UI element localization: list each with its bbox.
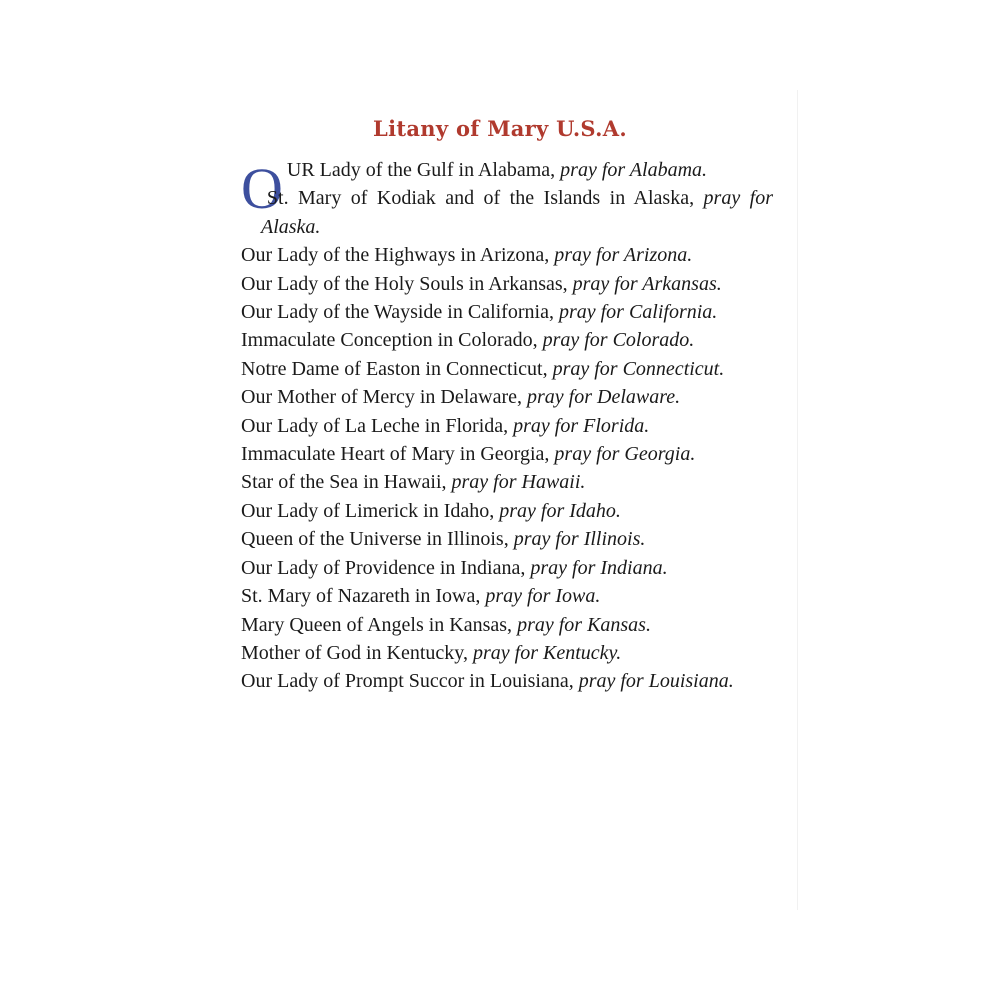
- list-item: [241, 667, 773, 695]
- entry-petition: pray for Idaho.: [499, 499, 621, 522]
- page-title: Litany of Mary U.S.A.: [373, 116, 627, 141]
- entry-text: Immaculate Heart of Mary in Georgia,: [241, 443, 555, 466]
- entry-text: Mother of God in Kentucky,: [241, 641, 473, 664]
- entry-petition: pray for California.: [558, 301, 718, 324]
- entry-text: St. Mary of Kodiak and of the Islands in Alaska,: [266, 187, 704, 210]
- entry-text: Our Lady of the Holy Souls in Arkansas,: [241, 272, 573, 295]
- entry-petition: pray for Arkansas.: [572, 272, 722, 295]
- entry-text: Our Lady of Limerick in Idaho,: [241, 499, 500, 522]
- entry-petition: pray for Georgia.: [554, 443, 696, 466]
- litany-list: [241, 156, 773, 696]
- entry-text: St. Mary of Nazareth in Iowa,: [241, 585, 486, 608]
- entry-text: Our Lady of La Leche in Florida,: [241, 414, 514, 437]
- entry-petition: pray for Delaware.: [527, 386, 681, 409]
- entry-text: Immaculate Conception in Colorado,: [241, 329, 543, 352]
- list-item: [241, 582, 773, 610]
- entry-text: Our Lady of the Highways in Arizona,: [241, 244, 555, 267]
- list-item: [241, 184, 773, 241]
- entry-text: Mary Queen of Angels in Kansas,: [241, 613, 518, 636]
- drop-cap: O: [241, 156, 283, 221]
- list-item: [241, 270, 773, 298]
- list-item: [241, 412, 773, 440]
- entry-petition: pray for Kansas.: [517, 613, 651, 636]
- list-item: [241, 241, 773, 269]
- entry-petition: pray for Alabama.: [560, 159, 708, 181]
- list-item: [241, 468, 773, 496]
- entry-text: Our Mother of Mercy in Delaware,: [241, 386, 528, 409]
- list-item: [241, 355, 773, 383]
- entry-petition: pray for Florida.: [513, 414, 650, 437]
- list-item: [241, 554, 773, 582]
- entry-text: Star of the Sea in Hawaii,: [241, 471, 452, 494]
- entry-petition: pray for Indiana.: [530, 556, 668, 579]
- entry-petition: pray for Connecticut.: [552, 357, 725, 380]
- list-item: [241, 298, 773, 326]
- list-item: [241, 639, 773, 667]
- entry-petition: pray for Kentucky.: [473, 641, 622, 664]
- entry-text: UR Lady of the Gulf in Alabama,: [286, 159, 561, 181]
- list-item: [241, 326, 773, 354]
- list-item: [241, 440, 773, 468]
- entry-text: Queen of the Universe in Illinois,: [241, 528, 514, 551]
- entry-petition: pray for Illinois.: [513, 528, 646, 551]
- entry-text: Our Lady of Providence in Indiana,: [241, 556, 531, 579]
- list-item: [241, 611, 773, 639]
- entry-text: Our Lady of Prompt Succor in Louisiana,: [241, 670, 579, 693]
- entry-petition: pray for Hawaii.: [451, 471, 586, 494]
- entry-petition: pray for Iowa.: [485, 585, 601, 608]
- entry-petition: pray for Louisiana.: [578, 670, 734, 693]
- list-item: [241, 383, 773, 411]
- entry-text: Notre Dame of Easton in Connecticut,: [241, 357, 553, 380]
- list-item: [241, 497, 773, 525]
- entry-petition: pray for Arizona.: [554, 244, 693, 267]
- entry-text: Our Lady of the Wayside in California,: [241, 301, 559, 324]
- entry-petition: pray for Colorado.: [542, 329, 695, 352]
- entry-petition: pray for Alaska.: [261, 187, 773, 238]
- list-item: [241, 525, 773, 553]
